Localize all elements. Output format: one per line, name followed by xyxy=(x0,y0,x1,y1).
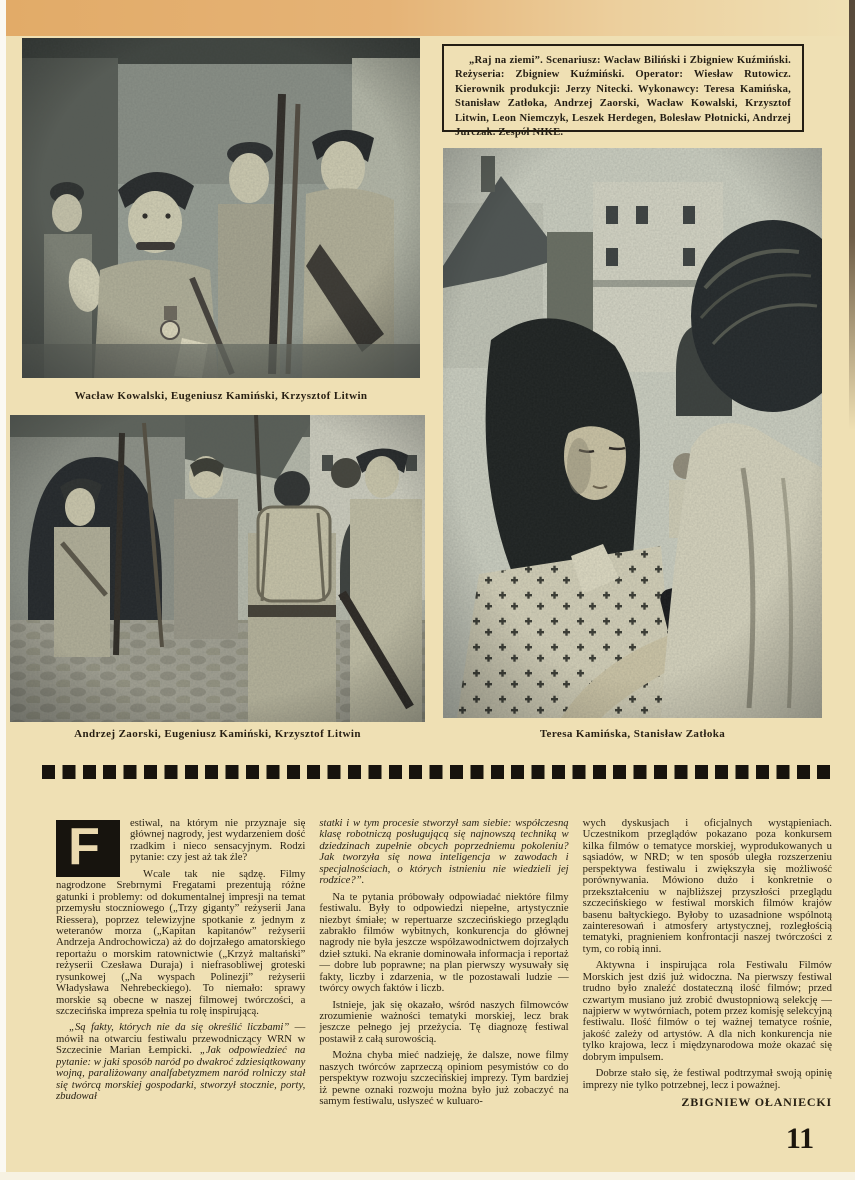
article-paragraph: Na te pytania próbowały odpowiadać niektóre filmy festiwalu. Były to odpowiedzi niepełne, artystycznie niezbyt śmiałe; w repertuarze szczecińskiego przeglądu zabrakło filmów wybitnych, konkurencja do głównej nagrody nie była jeszcze współzawodnictwem dojrzałych dzieł sztuki. Na ekranie dominowała informacja i reportaż — dobre lub poprawne; na plan pierwszy wysuwały się fakty, liczby i zdarzenia, w tle pozostawali ludzie — twórcy owych faktów i liczb. xyxy=(319,890,569,995)
lead-paragraph-text: estiwal, na którym nie przyznaje się głównej nagrody, jest wydarzeniem dość rzadkim i nieco sensacyjnym. Rodzi pytanie: czy jest aż tak źle? xyxy=(130,818,306,864)
photo-caption-bottom-left: Andrzej Zaorski, Eugeniusz Kamiński, Krzysztof Litwin xyxy=(74,728,361,740)
page-top-band xyxy=(6,0,855,36)
article-column-3 xyxy=(583,818,832,1162)
article-paragraph: Wcale tak nie sądzę. Filmy nagrodzone Srebrnymi Fregatami prezentują różne gatunki i problemy: od dokumentalnej impresji na temat przemysłu stoczniowego („Trzy giganty” reżyserii Jana Riessera), poprzez telewizyjne spotkanie z jednym z weteranów morza („Kapitan kapitanów” reżyserii Andrzeja Androchowicza) aż do dojrzałego amatorskiego reportażu o morskim ratownictwie („Krzyż maltański” reżyserii Czesława Duraja) i niefrasobliwej groteski rysunkowej („Na wyspach Polinezji” reżyserii Władysława Nehrebeckiego). To niemało: sprawy morskie są obecne w naszej filmowej twórczości, a szczecińska impreza spełnia tu rolę inspirującą. xyxy=(56,867,306,1017)
article-paragraph-quote-cont: statki i w tym procesie stworzył sam siebie: współczesną klasę robotniczą posługującą się najnowszą techniką w dziedzinach zupełnie obcych poprzedniemu pokoleniu? Jak tworzyła się nowa inteligencja w zawodach i specjalnościach, o których istnieniu nie wiedzieli jej rodzice?”. xyxy=(319,818,569,887)
film-strip-divider xyxy=(42,765,834,779)
article-body xyxy=(56,818,832,1162)
photo-caption-top-left: Wacław Kowalski, Eugeniusz Kamiński, Krzysztof Litwin xyxy=(74,390,368,402)
photo-caption-right: Teresa Kamińska, Stanisław Zatłoka xyxy=(539,728,726,740)
photo-soldiers-group xyxy=(22,38,420,378)
photo-couple-street-image xyxy=(443,148,822,718)
article-paragraph-quote xyxy=(56,1022,305,1102)
photo-soldiers-group-image xyxy=(22,38,420,378)
page-number: 11 xyxy=(785,1122,815,1155)
article-paragraph: Istnieje, jak się okazało, wśród naszych filmowców zrozumienie ważności tematyki morskiej, lecz brak jeszcze pełnego jej przeżycia. Tę diagnozę festiwal postawił z całą surowością. xyxy=(319,998,569,1045)
article-paragraph: Można chyba mieć nadzieję, że dalsze, nowe filmy naszych twórców zaprzeczą opiniom pesymistów co do perspektyw rozwoju szczecińskiej imprezy. Tym bardziej iż pewne oznaki rozwoju można było już zobaczyć na samym festiwalu, usłyszeć w kuluaro- xyxy=(319,1049,569,1108)
photo-soldiers-square xyxy=(10,415,425,722)
scan-left-edge xyxy=(0,0,6,1180)
drop-cap-letter: F xyxy=(56,820,120,877)
photo-couple-street xyxy=(443,148,822,718)
article-paragraph: Aktywna i inspirująca rola Festiwalu Filmów Morskich jest dziś już widoczna. Na pierwszy festiwal trudno było znaleźć dostateczną ilość filmów; przed czwartym musiano już zrobić dwustopniową selekcję — najpierw w wytwórniach, potem przez komisję selekcyjną festiwalu. Ilość filmów o tej ważnej tematyce rośnie, jakość zależy od artystów. A dla nich konkurencja nie tylko krajowa, lecz i międzynarodowa może okazać się dobrym impulsem. xyxy=(582,959,832,1063)
quote-fragment-2: „Jak odpowiedzieć na pytanie: w jaki sposób naród po dwakroć zdziesiątkowany wojną, paraliżowany analfabetyzmem naród rolniczy stał się twórcą morskiej gospodarki, stworzył stocznie, porty, zbudował xyxy=(56,1044,306,1103)
article-paragraph: Dobrze stało się, że festiwal podtrzymał swoją opinię imprezy nie tylko potrzebnej, lecz i poważnej. xyxy=(582,1067,832,1091)
author-byline: ZBIGNIEW OŁANIECKI xyxy=(681,1095,832,1110)
article-paragraph-cont: wych dyskusjach i oficjalnych wystąpieniach. Uczestnikom przeglądów pokazano poza konkursem kilka filmów o tematyce morskiej, wyprodukowanych u sąsiadów, w NRD; w ten sposób uległa rozszerzeniu perspektywa festiwalu i zwiększyła się możliwość porównywania. Mówiono dużo i konkretnie o przekształceniu w najbliższej przyszłości przeglądu szczecińskiego w festiwal morskich filmów krajów basenu bałtyckiego. Byłoby to uzasadnione wspólnotą zainteresowań i atmosfery artystycznej, rozległością tematyki, pragnieniem konfrontacji naszej twórczości z tym, co robią inni. xyxy=(582,818,832,955)
quote-attribution: — mówił na otwarciu festiwalu przewodniczący WRN w Szczecinie Marian Łempicki. xyxy=(56,1021,306,1057)
article-column-1 xyxy=(56,818,305,1162)
scan-right-edge-shadow xyxy=(849,0,855,430)
photo-soldiers-square-image xyxy=(10,415,425,722)
article-paragraph-lead xyxy=(56,818,306,876)
film-credits-box xyxy=(442,44,804,139)
credits-text: „Raj na ziemi”. Scenariusz: Wacław Biliński i Zbigniew Kuźmiński. Reżyseria: Zbigniew Kuźmiński. Operator: Wiesław Rutowicz. Kierownik produkcji: Jerzy Nitecki. Wykonawcy: Teresa Kamińska, Stanisław Zatłoka, Andrzej Zaorski, Wacław Kowalski, Krzysztof Litwin, Leon Niemczyk, Leszek Herdegen, Bolesław Płotnicki, Andrzej Jurczak. Zespół NIKE. xyxy=(455,55,791,139)
article-column-2 xyxy=(319,818,568,1162)
scan-bottom-edge xyxy=(0,1172,855,1180)
quote-fragment: „Są fakty, których nie da się określić liczbami” xyxy=(69,1021,290,1034)
